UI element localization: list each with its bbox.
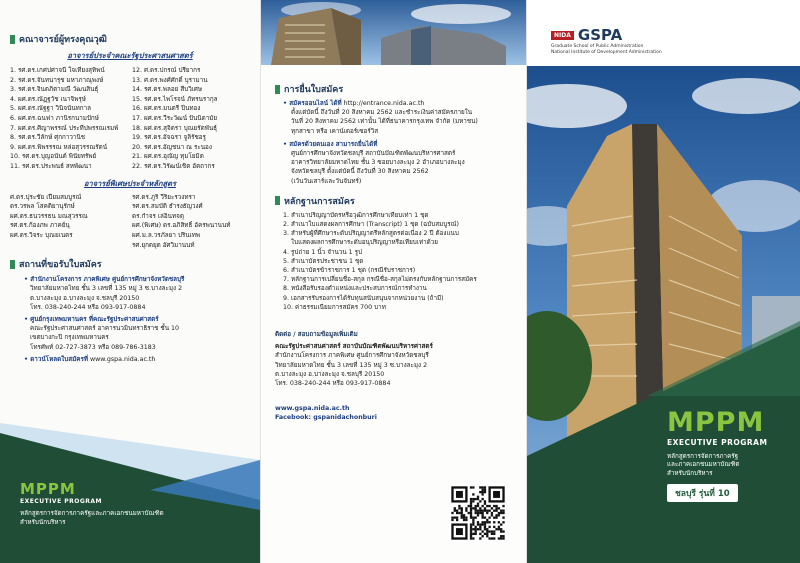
executive-program-label: EXECUTIVE PROGRAM bbox=[20, 498, 103, 505]
faculty-item: 17. ผศ.ดร.วีระวัฒน์ ปันนิตามัย bbox=[132, 114, 218, 122]
section-bullet-icon bbox=[275, 196, 280, 205]
faculty-item: รศ.ยุกตยุต อัศวิมานนท์ bbox=[132, 241, 195, 249]
cohort-badge: ชลบุรี รุ่นที่ 10 bbox=[667, 484, 738, 502]
gspa-wordmark: GSPA bbox=[577, 26, 623, 44]
contact-line: สำนักงานโครงการ ภาคพิเศษ ศูนย์การศึกษาจังหวัดชลบุรี bbox=[275, 352, 429, 360]
contact-title: ติดต่อ / สอบถามข้อมูลเพิ่มเติม bbox=[275, 331, 358, 339]
location-2-title-text: ศูนย์กรุงเทพมหานคร ที่คณะรัฐประศาสนศาสตร์ bbox=[30, 315, 159, 323]
program-description-cover bbox=[667, 453, 792, 478]
brochure-panel-cover bbox=[527, 0, 800, 563]
faculty-item: รศ.ดร.ก้องภพ ภาคย์นุ bbox=[10, 222, 70, 230]
faculty-item: ดร.กำจร เล่อินทจตุ bbox=[132, 212, 184, 220]
faculty-item: 12. ศ.ดร.ปกรณ์ ปรียากร bbox=[132, 67, 201, 74]
faculty-item: ศ.ดร.ปุระชัย เปี่ยมสมบูรณ์ bbox=[10, 193, 82, 201]
faculty-item: 13. ศ.ดร.พงศ์ศักดิ์ บุรามาน bbox=[132, 76, 208, 84]
faculty-item: รศ.ดร.ภูริ วีริยะรวงทรา bbox=[132, 193, 196, 201]
application-info bbox=[275, 82, 519, 423]
location-2-line: เขตบางกะปิ กรุงเทพมหานคร bbox=[30, 334, 109, 342]
building-photo-top bbox=[261, 0, 527, 65]
online-apply-block bbox=[275, 99, 519, 186]
document-item: 3. สำหรับผู้ที่ศึกษาระดับปริญญาตรีหลักสูตรต่อเนื่อง 2 ปี ต้องแนบ bbox=[283, 230, 459, 238]
download-label: • ดาวน์โหลดใบสมัครที่ bbox=[24, 355, 88, 363]
special-faculty-list bbox=[10, 193, 250, 251]
faculty-item: 5. ผศ.ดร.ณัฐฐา วินิจนันทกาล bbox=[10, 105, 91, 113]
document-item: 6. สำเนาบัตรข้าราชการ 1 ชุด (กรณีรับราชการ) bbox=[283, 267, 416, 275]
facebook-link[interactable]: Facebook: gspanidachonburi bbox=[275, 414, 377, 422]
executive-program-title: EXECUTIVE PROGRAM bbox=[667, 438, 768, 447]
faculty-item: ดร.วรพล โสคติยานุรักษ์ bbox=[10, 203, 75, 211]
document-item: 9. เอกสารรับรองการได้รับทุนสนับสนุนจากหน่วยงาน (ถ้ามี) bbox=[283, 294, 444, 302]
faculty-item: ผศ.(พิเศษ) ดร.อภิสิทธิ์ อัครพนานนท์ bbox=[132, 222, 231, 230]
faculty-section-title bbox=[10, 32, 250, 46]
brochure-panel-left bbox=[0, 0, 260, 563]
download-line bbox=[24, 355, 250, 364]
location-1-line: ต.บางละมุง อ.บางละมุง จ.ชลบุรี 20150 bbox=[30, 294, 140, 302]
location-1-title-text: สำนักงานโครงการ ภาคพิเศษ ศูนย์การศึกษาจังหวัดชลบุรี bbox=[30, 276, 185, 284]
faculty-item: 16. ผศ.ดร.มนตรี ปิ่นทอง bbox=[132, 105, 201, 113]
section-bullet-icon bbox=[275, 85, 280, 94]
document-item: 4. รูปถ่าย 1 นิ้ว จำนวน 1 รูป bbox=[283, 248, 363, 256]
contact-org: คณะรัฐประศาสนศาสตร์ สถาบันบัณฑิตพัฒนบริหารศาสตร์ bbox=[275, 343, 433, 351]
faculty-item: 2. รศ.ดร.จันทนารุช มหาภาณุพงษ์ bbox=[10, 76, 104, 84]
online-apply-title-text: สมัครออนไลน์ ได้ที่ bbox=[289, 100, 342, 107]
apply-location-section-title bbox=[10, 257, 250, 271]
website-link[interactable]: www.gspa.nida.ac.th bbox=[275, 405, 350, 413]
faculty-title-text: คณาจารย์ผู้ทรงคุณวุฒิ bbox=[19, 35, 107, 45]
document-item: 10. ค่าธรรมเนียมการสมัคร 700 บาท bbox=[283, 303, 386, 311]
online-apply-header bbox=[283, 99, 519, 108]
regular-faculty-title: อาจารย์ประจำคณะรัฐประศาสนศาสตร์ bbox=[67, 51, 193, 60]
document-item: 5. สำเนาบัตรประชาชน 1 ชุด bbox=[283, 257, 364, 265]
apply-location-title-text: สถานที่ขอรับใบสมัคร bbox=[19, 260, 102, 271]
mppm-logo: MPPM bbox=[667, 407, 765, 438]
download-link[interactable]: www.gspa.nida.ac.th bbox=[90, 355, 156, 363]
faculty-item: ผศ.ม.ล.วรภัลยา ปรินเทพ bbox=[132, 231, 200, 239]
self-apply-line: จังหวัดชลบุรี ตั้งแต่บัดนี้ ถึงวันที่ 30 สิงหาคม 2562 bbox=[291, 168, 429, 176]
gspa-logo bbox=[551, 26, 622, 44]
document-item: 1. สำเนาปริญญาบัตรหรือวุฒิการศึกษาเทียบเท่า 1 ชุด bbox=[283, 211, 429, 219]
application-section-title bbox=[275, 82, 519, 96]
document-item: ใบแสดงผลการศึกษาระดับอนุปริญญาหรือเทียบเท่าด้วย bbox=[291, 239, 438, 247]
faculty-item: 7. ผศ.ดร.ศิญาพรรณ์ ประทีปพรรณเรมพ์ bbox=[10, 124, 119, 132]
faculty-item: ผศ.ดร.ธนวรรธน มณสุวรรณ bbox=[10, 212, 88, 220]
self-apply-title-text: สมัครด้วยตนเอง สามารถยื่นได้ที่ bbox=[289, 140, 378, 148]
self-apply-line: อาคารวิทยาลัยมหาดไทย ชั้น 3 ซอยบางละมุง 2 อำเภอบางละมุง bbox=[291, 159, 465, 167]
brochure-panel-middle bbox=[260, 0, 527, 563]
brand-block-cover bbox=[667, 408, 792, 502]
location-2-title: • ศูนย์กรุงเทพมหานคร ที่คณะรัฐประศาสนศาสตร์ bbox=[24, 315, 159, 323]
faculty-item: 4. ผศ.ดร.ณัฏฐวัช เนาจิพรุษ์ bbox=[10, 95, 86, 103]
online-apply-line: วันที่ 20 สิงหาคม 2562 เท่านั้น ได้ที่ธนาคารกรุงเทพ จำกัด (มหาชน) bbox=[291, 118, 478, 126]
special-faculty-title: อาจารย์พิเศษประจำหลักสูตร bbox=[84, 178, 176, 188]
gspa-subtitle-line: National Institute of Development Administration bbox=[551, 50, 662, 55]
program-description-line: สำหรับนักบริหาร bbox=[667, 469, 713, 477]
faculty-item: 18. ผศ.ดร.สุจิตรา บุณยรัตพันธุ์ bbox=[132, 124, 218, 132]
faculty-item: 11. รศ.ดร.ประพนธ์ สหพัฒนา bbox=[10, 162, 92, 170]
location-2-line: โทรศัพท์ 02-727-3873 หรือ 089-786-3183 bbox=[30, 343, 156, 351]
qr-code-icon[interactable] bbox=[449, 484, 507, 542]
documents-list bbox=[275, 211, 519, 312]
documents-section-title bbox=[275, 194, 519, 208]
document-item: 7. หลักฐานการเปลี่ยนชื่อ-สกุล กรณีชื่อ-สกุลไม่ตรงกับหลักฐานการสมัคร bbox=[283, 276, 477, 284]
application-title-text: การยื่นใบสมัคร bbox=[284, 85, 344, 95]
contact-line: โทร. 038-240-244 หรือ 093-917-0884 bbox=[275, 380, 391, 388]
faculty-item: รศ.ดร.สมบัติ ธำรงธัญวงศ์ bbox=[132, 203, 203, 211]
regular-faculty-list bbox=[10, 66, 250, 172]
download-label-text: ดาวน์โหลดใบสมัครที่ bbox=[30, 355, 88, 363]
location-1-title: • สำนักงานโครงการ ภาคพิเศษ ศูนย์การศึกษาจังหวัดชลบุรี bbox=[24, 276, 185, 284]
self-apply-line: ศูนย์การศึกษาจังหวัดชลบุรี สถาบันบัณฑิตพัฒนบริหารศาสตร์ bbox=[291, 150, 456, 158]
faculty-item: ผศ.ดร.วิจระ บุณยเนตร bbox=[10, 231, 73, 239]
online-apply-line: ทุกสาขา หรือ เคาน์เตอร์เซอร์วิส bbox=[291, 127, 379, 135]
faculty-item: 10. รศ.ดร.บุญอนันต์ พินัยทรัพย์ bbox=[10, 153, 97, 161]
mppm-logo-small: MPPM bbox=[20, 480, 76, 498]
location-1-line: โทร. 038-240-244 หรือ 093-917-0884 bbox=[30, 303, 146, 311]
location-2-line: คณะรัฐประศาสนศาสตร์ อาคารนวมินทราธิราช ชั้น 10 bbox=[30, 325, 180, 333]
faculty-item: 6. ผศ.ดร.ฉนฟา ภานิรกนามปักษ์ bbox=[10, 114, 99, 122]
faculty-item: 21. ผศ.ดร.อุณัญ ทุมโยมิต bbox=[132, 153, 204, 161]
online-apply-link[interactable]: http://entrance.nida.ac.th bbox=[343, 100, 425, 107]
faculty-item: 20. รศ.ดร.อัญชนา ณ ระนอง bbox=[132, 143, 212, 151]
faculty-item: 14. รศ.ดร.พลอย สืบวิเศษ bbox=[132, 86, 203, 94]
contact-line: วิทยาลัยมหาดไทย ชั้น 3 เลขที่ 135 หมู่ 3 ซ.บางละมุง 2 bbox=[275, 361, 428, 369]
self-apply-title: • สมัครด้วยตนเอง สามารถยื่นได้ที่ bbox=[283, 140, 378, 148]
faculty-item: 19. รศ.ดร.อัจฉรา จูลิรัชอรู bbox=[132, 134, 206, 142]
brand-block-left bbox=[20, 480, 240, 527]
apply-location-list bbox=[10, 275, 250, 364]
section-bullet-icon bbox=[10, 260, 15, 269]
document-item: 2. สำเนาใบแสดงผลการศึกษา (Transcript) 1 ชุด (ฉบับสมบูรณ์) bbox=[283, 221, 459, 229]
cover-header bbox=[527, 0, 800, 66]
online-apply-line: ตั้งแต่บัดนี้ ถึงวันที่ 20 สิงหาคม 2562 และชำระเงินค่าสมัครภายใน bbox=[291, 109, 473, 117]
faculty-item: 3. รศ.ดร.จินตภิตามณี วัฒนสินธุ์ bbox=[10, 86, 99, 94]
gspa-subtitle-line: Graduate School of Public Administration bbox=[551, 44, 644, 49]
contact-block bbox=[275, 330, 519, 423]
program-description: หลักสูตรการจัดการภาครัฐและภาคเอกชนมหาบัณฑิต bbox=[20, 510, 164, 517]
gspa-subtitle bbox=[551, 44, 662, 56]
documents-title-text: หลักฐานการสมัคร bbox=[284, 196, 355, 207]
faculty-item: 9. ผศ.ดร.พิพรรรณ หล่อสุวรรณรัตน์ bbox=[10, 143, 108, 151]
faculty-item: 22. รศ.ดร.วิรัฒน์เชิต อัตถากร bbox=[132, 162, 215, 170]
online-apply-title: • สมัครออนไลน์ ได้ที่ bbox=[283, 100, 342, 107]
self-apply-line: (เว้นวันเสาร์และวันจันทร์) bbox=[291, 177, 362, 185]
document-item: 8. หนังสือรับรองตำแหน่งและประสบการณ์การทำงาน bbox=[283, 285, 427, 293]
faculty-item: 1. รศ.ดร.เกศปศาจนี ใจเที่ยงสุทิพน์ bbox=[10, 67, 105, 74]
nida-badge: NIDA bbox=[551, 31, 574, 40]
faculty-item: 8. รศ.ดร.วีลักษ์ ศุกกาวานิช bbox=[10, 134, 86, 142]
program-description-line: และภาคเอกชนมหาบัณฑิต bbox=[667, 461, 740, 469]
program-description-line: หลักสูตรการจัดการภาครัฐ bbox=[667, 453, 739, 460]
contact-line: ต.บางละมุง อ.บางละมุง จ.ชลบุรี 20150 bbox=[275, 370, 385, 378]
section-bullet-icon bbox=[10, 35, 15, 44]
location-1-line: วิทยาลัยมหาดไทย ชั้น 3 เลขที่ 135 หมู่ 3 ซ.บางละมุง 2 bbox=[30, 285, 183, 293]
program-description: สำหรับนักบริหาร bbox=[20, 519, 66, 526]
faculty-item: 15. รศ.ดร.ไพโรจน์ ภัทรนรากุล bbox=[132, 95, 218, 103]
